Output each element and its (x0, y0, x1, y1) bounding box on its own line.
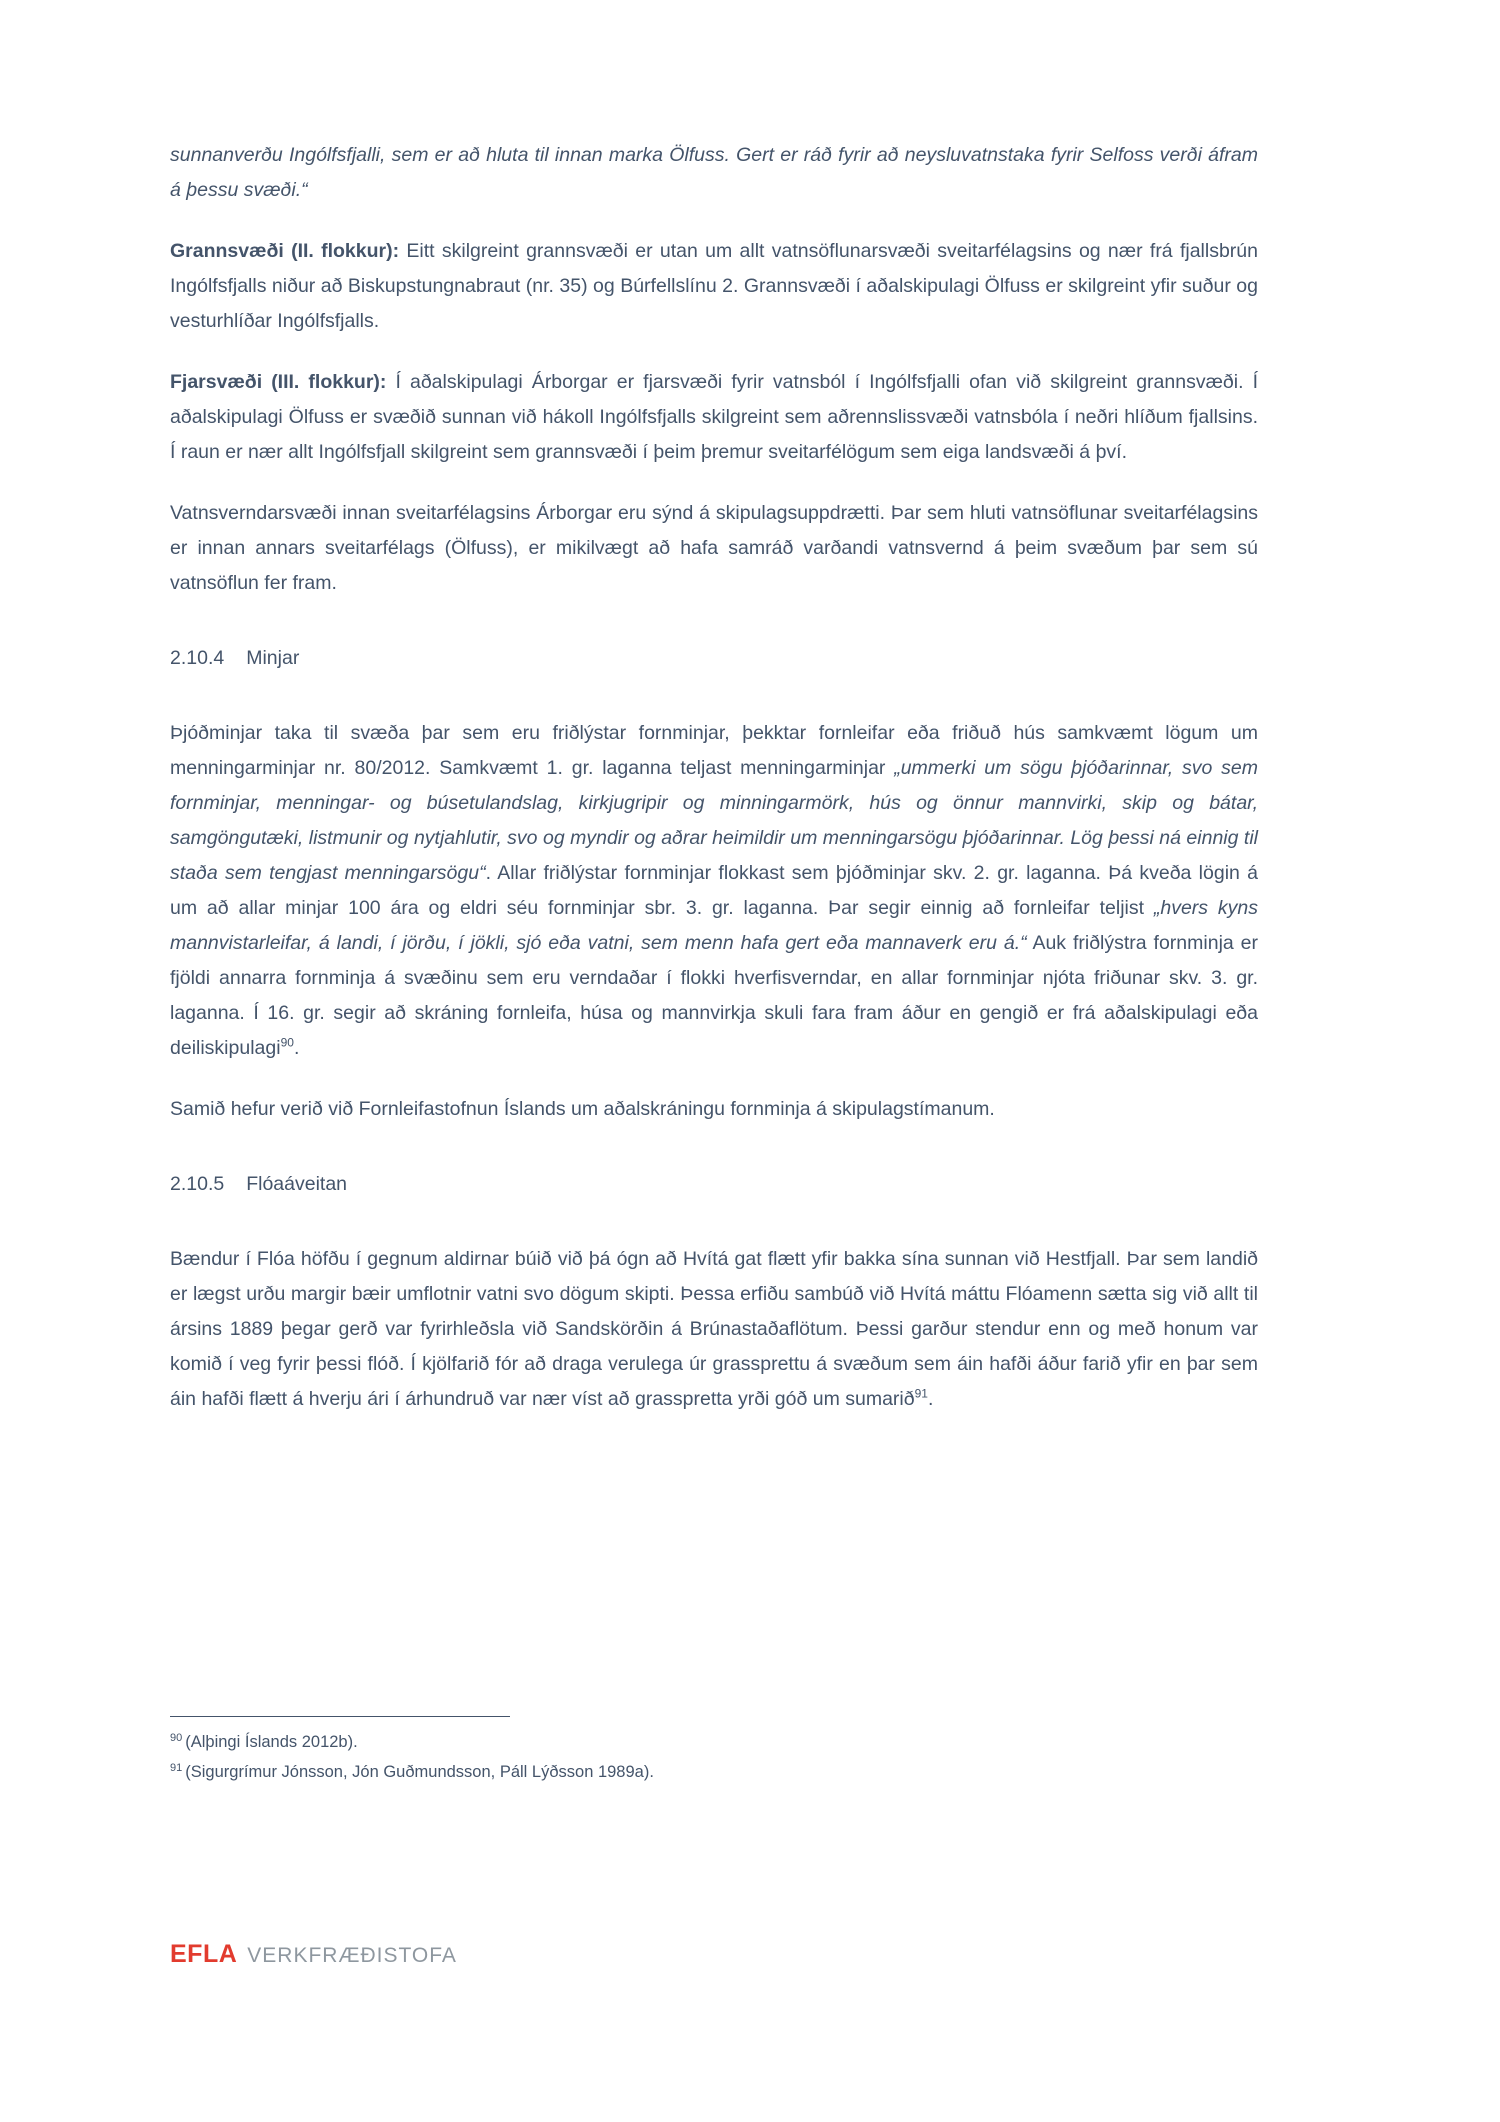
text-run: Grannsvæði (II. flokkur): (170, 240, 400, 262)
footnote-divider (170, 1716, 510, 1717)
section-number: 2.10.4 (170, 647, 225, 669)
text-run: . (927, 1388, 934, 1410)
text-run: Í aðalskipulagi Árborgar er fjarsvæði fyrir vatnsból í Ingólfsfjalli ofan við skilgreint grannsvæði. Í aðalskipulagi Ölfuss er svæðið sunnan við hákoll Ingólfsfjalls skilgreint sem aðrennslissvæði vatnsbóla í neðri hlíðum fjallsins. Í raun er nær allt Ingólfsfjall skilgreint sem grannsvæði í þeim þremur sveitarfélögum sem eiga landsvæði á því. (170, 371, 1259, 463)
paragraph (170, 716, 1258, 1066)
text-run: Þjóðminjar taka til svæða þar sem eru friðlýstar fornminjar, þekktar fornleifar eða friðuð hús samkvæmt lögum um menningarminjar nr. 80/2012. Samkvæmt 1. gr. laganna teljast menningarminjar (170, 722, 1258, 779)
text-run: Vatnsverndarsvæði innan sveitarfélagsins Árborgar eru sýnd á skipulagsuppdrætti. Þar sem hluti vatnsöflunar sveitarfélagsins er innan annars sveitarfélags (Ölfuss), er mikilvægt að hafa samráð varðandi vatnsvernd á þeim svæðum þar sem sú vatnsöflun fer fram. (170, 502, 1258, 594)
footnote-marker: 91 (170, 1761, 183, 1774)
footnote-reference: 90 (280, 1035, 294, 1050)
footnote-marker: 90 (170, 1731, 183, 1744)
footnote-text: (Alþingi Íslands 2012b). (185, 1733, 358, 1751)
paragraph (170, 365, 1258, 470)
document-content (170, 138, 1258, 1443)
footnote-text: (Sigurgrímur Jónsson, Jón Guðmundsson, Páll Lýðsson 1989a). (185, 1763, 654, 1781)
text-run: . Allar friðlýstar fornminjar flokkast sem þjóðminjar skv. 2. gr. laganna. Þá kveða lögin á um að allar minjar 100 ára og eldri séu fornminjar sbr. 3. gr. laganna. Þar segir einnig að fornleifar teljist (170, 862, 1259, 919)
paragraph (170, 138, 1258, 208)
text-run: Samið hefur verið við Fornleifastofnun Íslands um aðalskráningu fornminja á skipulagstímanum. (170, 1098, 995, 1120)
paragraph (170, 1092, 1258, 1127)
text-run: „ummerki um sögu þjóðarinnar, svo sem fornminjar, menningar- og búsetulandslag, kirkjugripir og minningarmörk, hús og önnur mannvirki, skip og bátar, samgöngutæki, listmunir og nytjahlutir, svo og myndir og aðrar heimildir um menningarsögu þjóðarinnar. Lög þessi ná einnig til staða sem tengjast menningarsögu“ (170, 757, 1258, 884)
text-run: „hvers kyns mannvistarleifar, á landi, í jörðu, í jökli, sjó eða vatni, sem menn hafa gert eða mannaverk eru á.“ (170, 897, 1258, 954)
footnote (170, 1727, 1258, 1757)
text-run: Auk friðlýstra fornminja er fjöldi annarra fornminja á svæðinu sem eru verndaðar í flokki hverfisverndar, en allar fornminjar njóta friðunar skv. 3. gr. laganna. Í 16. gr. segir að skráning fornleifa, húsa og mannvirkja skuli fara fram áður en gengið er frá aðalskipulagi eða deiliskipulagi (170, 932, 1258, 1059)
text-run: . (293, 1037, 300, 1059)
efla-logo-suffix: VERKFRÆÐISTOFA (247, 1944, 457, 1967)
text-run: Fjarsvæði (III. flokkur): (170, 371, 387, 393)
footnote-list (170, 1727, 1258, 1787)
paragraph (170, 234, 1258, 339)
section-number: 2.10.5 (170, 1173, 225, 1195)
section-title: Minjar (246, 647, 300, 669)
footnotes-section (170, 1716, 1258, 1787)
section-heading (170, 641, 1258, 676)
text-run: Bændur í Flóa höfðu í gegnum aldirnar búið við þá ógn að Hvítá gat flætt yfir bakka sína sunnan við Hestfjall. Þar sem landið er lægst urðu margir bæir umflotnir vatni svo dögum skipti. Þessa erfiðu sambúð við Hvítá máttu Flóamenn sætta sig við allt til ársins 1889 þegar gerð var fyrirhleðsla við Sandskörðin á Brúnastaðaflötum. Þessi garður stendur enn og með honum var komið í veg fyrir þessi flóð. Í kjölfarið fór að draga verulega úr grassprettu á svæðum sem áin hafði áður farið yfir en þar sem áin hafði flætt á hverju ári í árhundruð var nær víst að grasspretta yrði góð um sumarið (170, 1248, 1258, 1410)
footnote-reference: 91 (914, 1386, 928, 1401)
paragraph (170, 496, 1258, 601)
text-run: sunnanverðu Ingólfsfjalli, sem er að hluta til innan marka Ölfuss. Gert er ráð fyrir að neysluvatnstaka fyrir Selfoss verði áfram á þessu svæði.“ (170, 144, 1258, 201)
footnote (170, 1757, 1258, 1787)
paragraph (170, 1242, 1258, 1417)
text-run: Eitt skilgreint grannsvæði er utan um allt vatnsöflunarsvæði sveitarfélagsins og nær frá fjallsbrún Ingólfsfjalls niður að Biskupstungnabraut (nr. 35) og Búrfellslínu 2. Grannsvæði í aðalskipulagi Ölfuss er skilgreint yfir suður og vesturhlíðar Ingólfsfjalls. (170, 240, 1258, 332)
page-footer (170, 1940, 457, 1969)
section-heading (170, 1167, 1258, 1202)
section-title: Flóaáveitan (246, 1173, 348, 1195)
efla-logo: EFLA (170, 1940, 238, 1968)
